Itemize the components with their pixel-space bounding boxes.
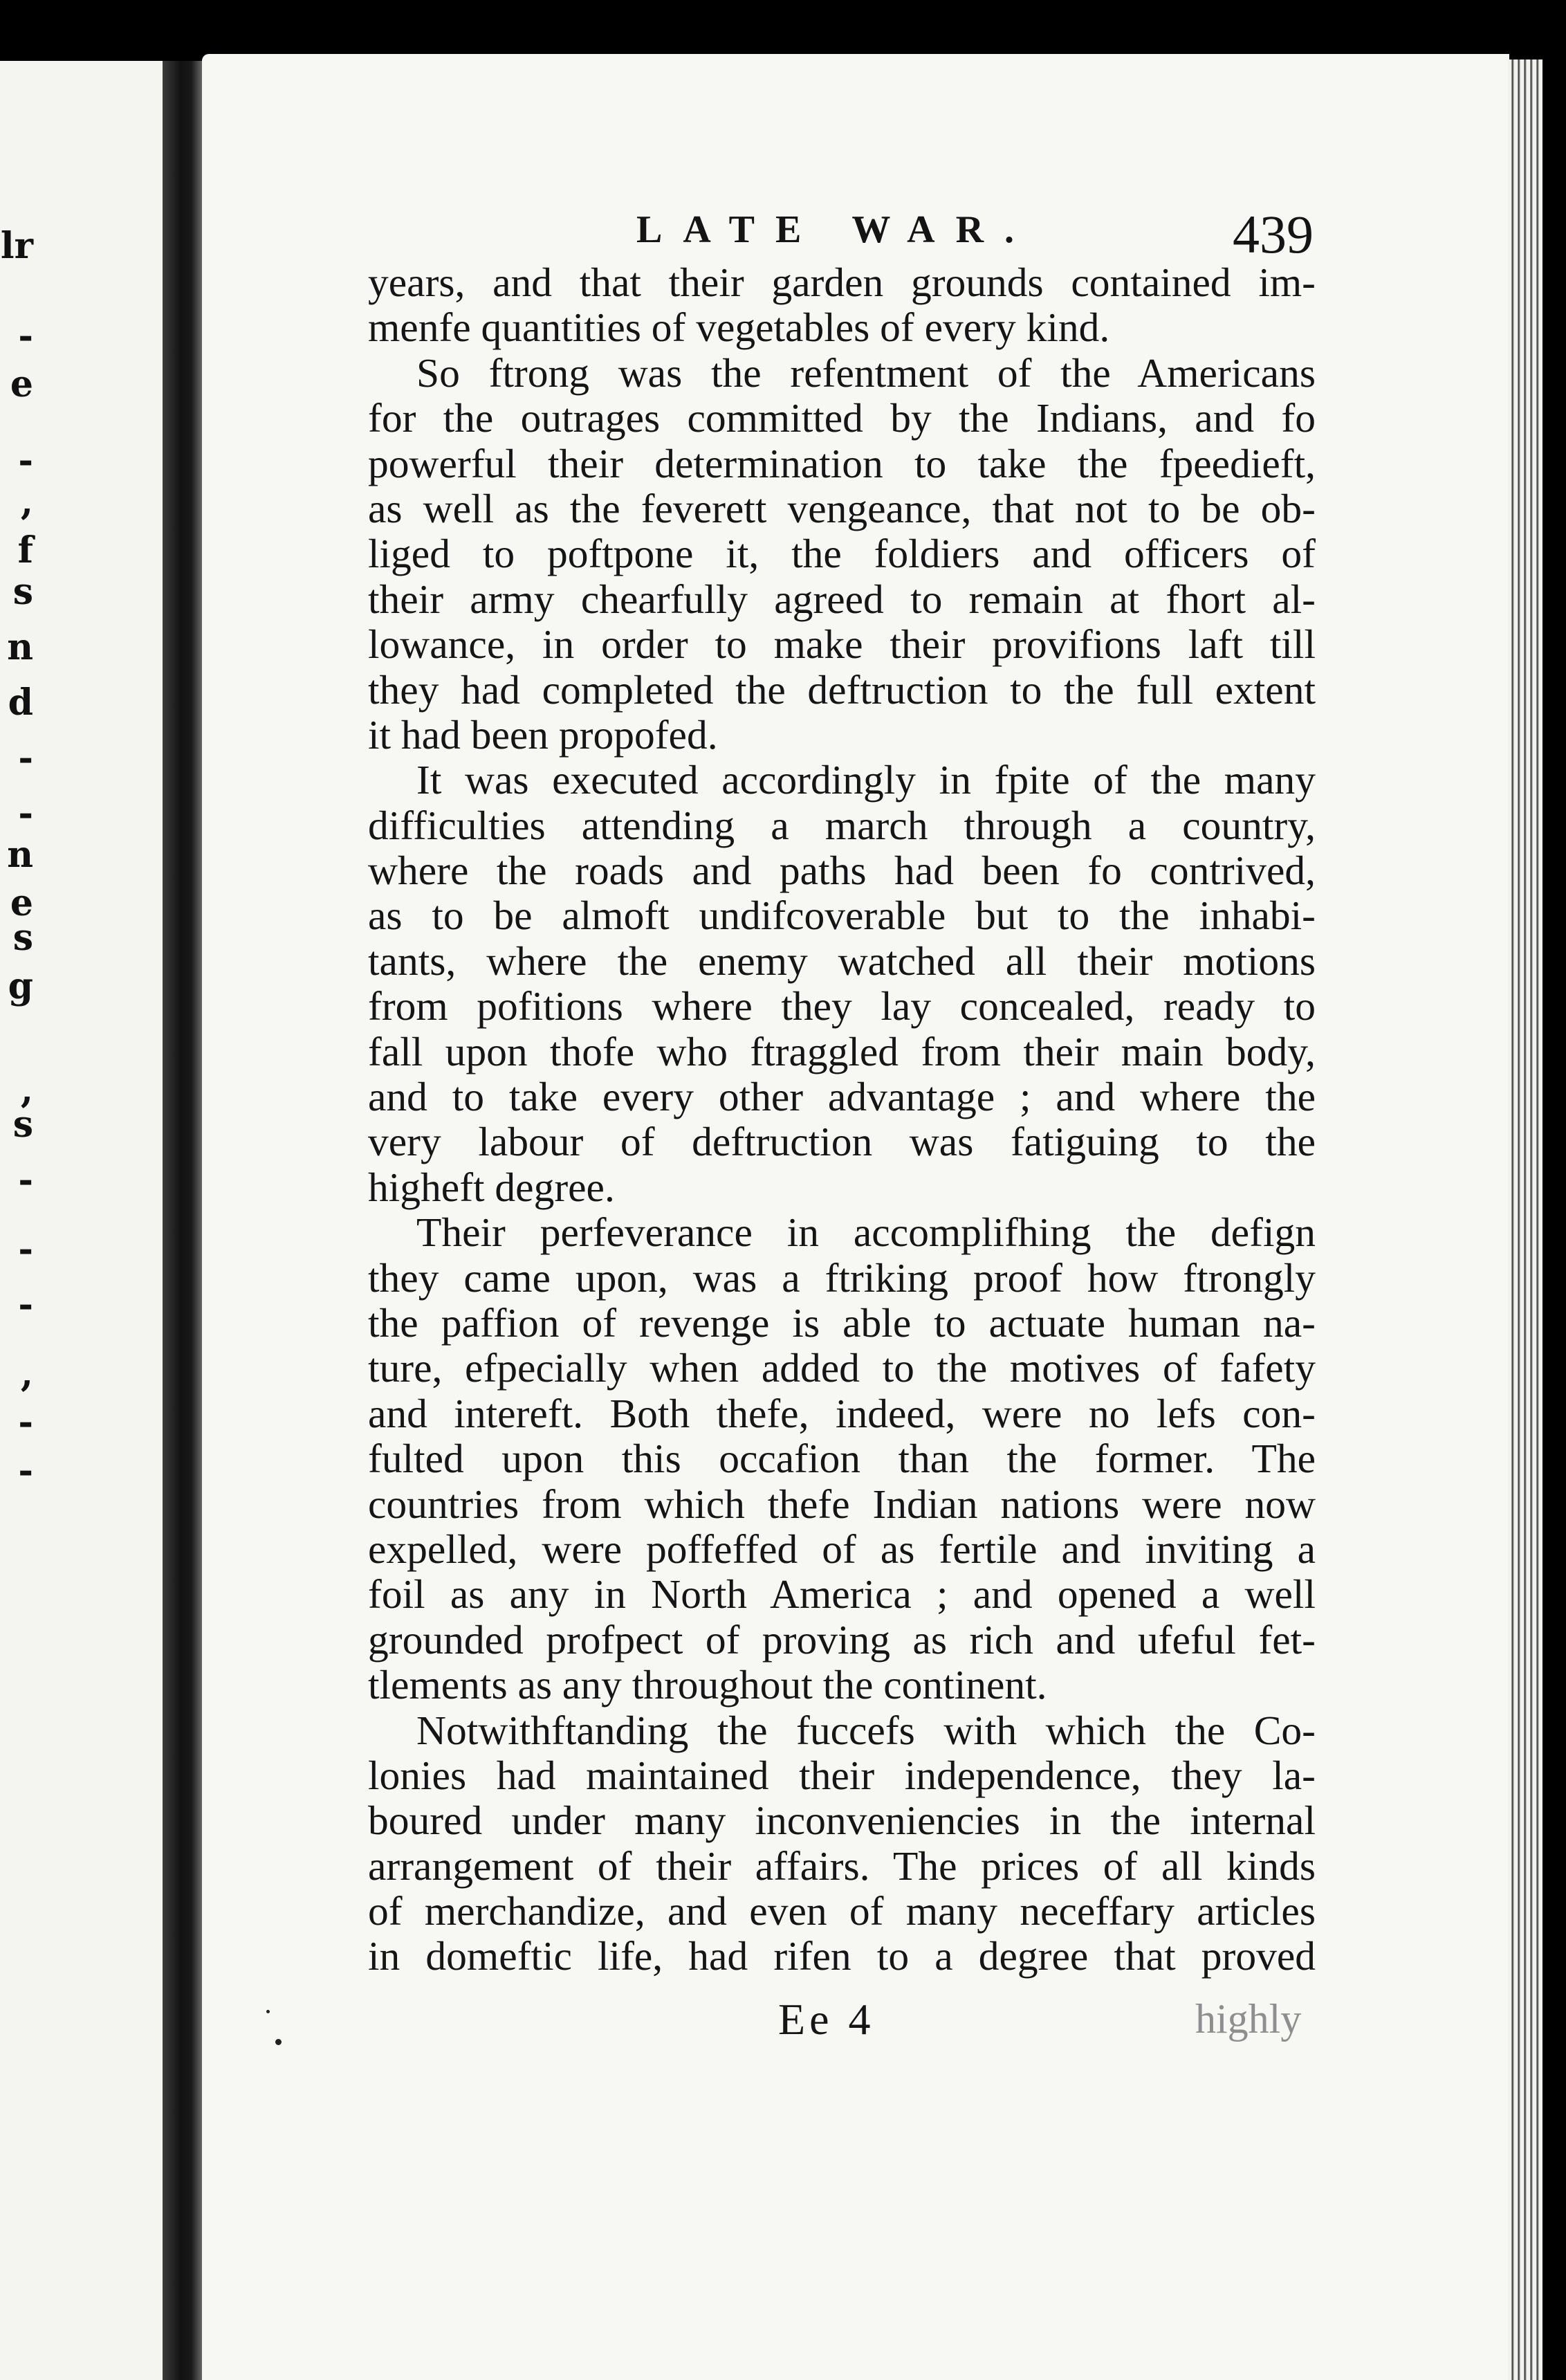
text-line: It was executed accordingly in fpite of the many (416, 758, 1316, 803)
text-line: they came upon, was a ftriking proof how ftrongly (368, 1255, 1316, 1301)
previous-page-fragment: - (18, 439, 33, 482)
text-line: Notwithftanding the fuccefs with which the Co- (416, 1708, 1316, 1753)
previous-page-fragment: - (18, 315, 33, 357)
text-line: in domeftic life, had rifen to a degree that proved (368, 1934, 1316, 1979)
text-line: powerful their determination to take the fpeedieft, (368, 441, 1316, 486)
text-line: difficulties attending a march through a country, (368, 803, 1316, 848)
text-line: for the outrages committed by the Indians, and fo (368, 396, 1316, 441)
previous-page-fragment: - (18, 1228, 33, 1270)
previous-page-fragment: d (8, 681, 33, 724)
text-line: countries from which thefe Indian nations were now (368, 1481, 1316, 1527)
text-line: where the roads and paths had been fo contrived, (368, 848, 1316, 894)
previous-page-fragment: - (18, 737, 33, 779)
previous-page-fragment: - (18, 1283, 33, 1326)
text-line: they had completed the deftruction to the full extent (368, 667, 1316, 713)
previous-page-fragment: , (20, 1353, 33, 1395)
text-line: higheft degree. (368, 1164, 615, 1210)
previous-page-fragment: n (7, 834, 33, 876)
text-line: and intereft. Both thefe, indeed, were no lefs con- (368, 1391, 1316, 1436)
text-line: and to take every other advantage ; and where the (368, 1074, 1316, 1120)
text-line: very labour of deftruction was fatiguing to the (368, 1119, 1316, 1165)
text-line: arrangement of their affairs. The prices of all kinds (368, 1843, 1316, 1889)
previous-page-fragment: - (18, 1449, 33, 1492)
ink-speck (266, 2010, 270, 2013)
text-line: their army chearfully agreed to remain at fhort al- (368, 576, 1316, 622)
previous-page-fragment: lr (0, 225, 33, 267)
previous-page-fragment: e (10, 882, 33, 924)
text-line: tlements as any throughout the continent. (368, 1663, 1047, 1708)
text-line: So ftrong was the refentment of the Americans (416, 350, 1316, 396)
text-line: foil as any in North America ; and opened a well (368, 1572, 1316, 1618)
previous-page-fragment: - (18, 1159, 33, 1201)
page-number: 439 (1233, 204, 1314, 264)
previous-page-edge (0, 61, 169, 2380)
previous-page-fragment: - (18, 792, 33, 834)
signature-mark: Ee 4 (778, 1995, 875, 2044)
previous-page-fragment: , (20, 1069, 33, 1111)
previous-page-fragment: s (12, 917, 33, 959)
text-line: lowance, in order to make their provifions laft till (368, 622, 1316, 668)
text-line: boured under many inconveniencies in the internal (368, 1798, 1316, 1844)
text-line: fulted upon this occafion than the former. The (368, 1436, 1316, 1482)
text-line: from pofitions where they lay concealed, ready to (368, 984, 1316, 1029)
text-line: years, and that their garden grounds contained im- (368, 260, 1316, 305)
text-line: as to be almoft undifcoverable but to the inhabi- (368, 893, 1316, 939)
previous-page-fragment: - (18, 1401, 33, 1443)
text-line: fall upon thofe who ftraggled from their main body, (368, 1029, 1316, 1074)
text-line: lonies had maintained their independence, they la- (368, 1752, 1316, 1798)
previous-page-fragment: n (7, 626, 33, 668)
previous-page-fragment: s (12, 1104, 33, 1146)
text-line: expelled, were poffeffed of as fertile and inviting a (368, 1526, 1316, 1572)
book-gutter (163, 61, 204, 2380)
text-line: liged to poftpone it, the foldiers and officers of (368, 531, 1316, 577)
catchword: highly (1195, 1996, 1302, 2042)
ink-speck (275, 2039, 282, 2045)
running-title: LATE WAR. (636, 208, 1035, 251)
page-stack-edges (1508, 60, 1542, 2380)
text-line: of merchandize, and even of many neceffary articles (368, 1889, 1316, 1934)
previous-page-fragment: , (20, 481, 33, 523)
text-line: as well as the feverett vengeance, that not to be ob- (368, 486, 1316, 531)
text-line: Their perfeverance in accomplifhing the defign (416, 1210, 1316, 1256)
body-text (368, 260, 1316, 1979)
previous-page-fragment: g (8, 965, 33, 1007)
text-line: ture, efpecially when added to the motives of fafety (368, 1346, 1316, 1391)
text-line: menfe quantities of vegetables of every kind. (368, 305, 1110, 351)
text-line: tants, where the enemy watched all their motions (368, 938, 1316, 984)
previous-page-fragment: f (17, 529, 33, 571)
text-line: the paffion of revenge is able to actuate human na- (368, 1300, 1316, 1346)
text-line: it had been propofed. (368, 712, 718, 758)
text-line: grounded profpect of proving as rich and ufeful fet- (368, 1617, 1316, 1663)
previous-page-fragment: e (10, 363, 33, 405)
previous-page-fragment: s (12, 571, 33, 613)
